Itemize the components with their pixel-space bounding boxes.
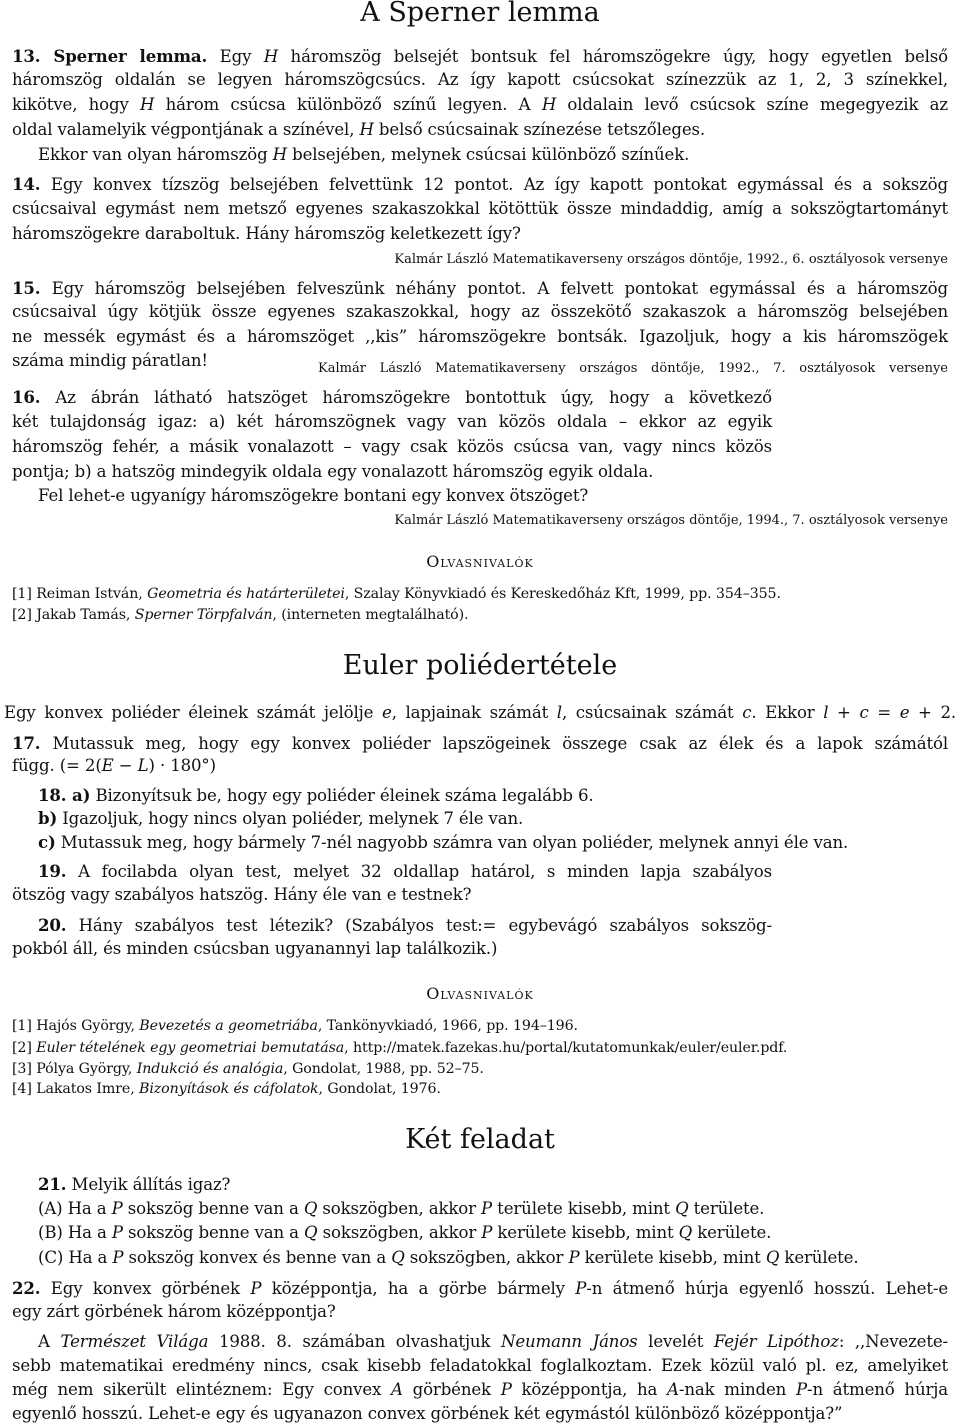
source-line: Kalmár László Matematikaverseny országos döntője, 1992., 7. osztályosok versenye [318, 361, 948, 376]
line-p18: b) Igazoljuk, hogy nincs olyan poliéder, melynek 7 éle van. [38, 808, 524, 828]
line-p18: c) Mutassuk meg, hogy bármely 7-nél nagyobb számra van olyan poliéder, melynek annyi éle van. [38, 832, 849, 852]
reference-item: [2] Jakab Tamás, Sperner Törpfalván, (interneten megtalálható). [12, 607, 469, 623]
reference-item: [1] Reiman István, Geometria és határterületei, Szalay Könyvkiadó és Kereskedőház Kft, 1999, pp. 354–355. [12, 586, 781, 602]
reference-item: [2] Euler tételének egy geometriai bemutatása, http://matek.fazekas.hu/portal/kutatomunkak/euler/euler.pdf. [12, 1040, 788, 1056]
line-euler: Egy konvex poliéder éleinek számát jelölje e, lapjainak számát l, csúcsainak számát c. Ekkor l + c = e + 2. [4, 703, 956, 722]
source-line: Kalmár László Matematikaverseny országos döntője, 1992., 6. osztályosok versenye [394, 252, 948, 267]
line-p16: háromszög fehér, a másik vonalazott – vagy csak közös csúcsa van, vagy nincs közös [12, 437, 772, 456]
line-p16: két tulajdonság igaz: a) két háromszögnek vagy van közös oldala – ekkor az egyik [12, 412, 772, 431]
line-p13: oldal valamelyik végpontjának a színével, H belső csúcsainak színezése tetszőleges. [12, 120, 706, 139]
line-p17: 17. Mutassuk meg, hogy egy konvex poliéder lapszögeinek összege csak az élek és a lapok számától [12, 733, 948, 753]
line-p15: ne messék egymást és a háromszöget ,,kis” háromszögekre bontsák. Igazoljuk, hogy a kis háromszögek [12, 327, 948, 346]
line-p13: háromszög oldalán se legyen háromszögcsúcs. Az így kapott csúcsokat színezzük az 1, 2, 3 színekkel, [12, 70, 948, 89]
line-neumann: A Természet Világa 1988. 8. számában olvashatjuk Neumann János levelét Fejér Lipóthoz: ,,Nevezete- [38, 1332, 948, 1351]
line-p20: pokból áll, és minden csúcsban ugyanannyi lap találkozik.) [12, 939, 498, 958]
reference-item: [3] Pólya György, Indukció és analógia, Gondolat, 1988, pp. 52–75. [12, 1061, 484, 1077]
title-ket-feladat: Két feladat [405, 1124, 555, 1155]
line-p14: 14. Egy konvex tízszög belsejében felvettünk 12 pontot. Az így kapott pontokat egymással és a sokszög [12, 174, 948, 194]
line-p14: háromszögekre daraboltuk. Hány háromszög keletkezett így? [12, 224, 521, 243]
source-line: Kalmár László Matematikaverseny országos döntője, 1994., 7. osztályosok versenye [394, 513, 948, 528]
reading-heading: Olvasnivalók [426, 984, 534, 1003]
line-p13: Ekkor van olyan háromszög H belsejében, melynek csúcsai különböző színűek. [38, 145, 690, 164]
line-p19: 19. A focilabda olyan test, melyet 32 oldallap határol, s minden lapja szabályos [38, 861, 772, 881]
line-p20: 20. Hány szabályos test létezik? (Szabályos test:= egybevágó szabályos sokszög- [38, 915, 772, 935]
reading-heading: Olvasnivalók [426, 552, 534, 571]
line-p15: 15. Egy háromszög belsejében felveszünk néhány pontot. A felvett pontokat egymással és a háromszög [12, 278, 948, 298]
reference-item: [1] Hajós György, Bevezetés a geometriába, Tankönyvkiadó, 1966, pp. 194–196. [12, 1018, 578, 1034]
line-p22: 22. Egy konvex görbének P középpontja, ha a görbe bármely P-n átmenő húrja egyenlő hosszú. Lehet-e [12, 1278, 948, 1298]
line-p13: 13. Sperner lemma. Egy H háromszög belsejét bontsuk fel háromszögekre úgy, hogy egyetlen belső [12, 46, 948, 66]
line-p22: egy zárt görbének három középpontja? [12, 1302, 336, 1321]
line-p18: 18. a) Bizonyítsuk be, hogy egy poliéder éleinek száma legalább 6. [38, 785, 594, 805]
line-p16: Fel lehet-e ugyanígy háromszögekre bontani egy konvex ötszöget? [38, 486, 589, 505]
line-neumann: még nem sikerült elintéznem: Egy convex A görbének P középpontja, ha A-nak minden P-n átmenő húrja [12, 1380, 949, 1399]
title-sperner: A Sperner lemma [360, 0, 600, 28]
line-p21: 21. Melyik állítás igaz? [38, 1174, 231, 1194]
line-p21: (C) Ha a P sokszög konvex és benne van a Q sokszögben, akkor P kerülete kisebb, mint Q kerülete. [38, 1248, 859, 1267]
line-neumann: egyenlő hosszú. Lehet-e egy és ugyanazon convex görbének két egymástól különböző középpontja?” [12, 1404, 843, 1423]
line-neumann: sebb matematikai eredmény nincs, csak kisebb feladatokkal foglalkoztam. Ezek közül való pl. ez, amelyiket [12, 1356, 948, 1375]
reference-item: [4] Lakatos Imre, Bizonyítások és cáfolatok, Gondolat, 1976. [12, 1081, 441, 1097]
line-p15: száma mindig páratlan! [12, 351, 208, 370]
line-p21: (A) Ha a P sokszög benne van a Q sokszögben, akkor P területe kisebb, mint Q területe. [38, 1199, 765, 1218]
line-p14: csúcsaival egymást nem metsző egyenes szakaszokkal kötöttük össze mindaddig, amíg a sokszögtartományt [12, 199, 948, 218]
line-p16: pontja; b) a hatszög mindegyik oldala egy vonalazott háromszög egyik oldala. [12, 462, 654, 481]
line-p21: (B) Ha a P sokszög benne van a Q sokszögben, akkor P kerülete kisebb, mint Q kerülete. [38, 1223, 772, 1242]
line-p19: ötszög vagy szabályos hatszög. Hány éle van e testnek? [12, 885, 472, 904]
line-p17: függ. (= 2(E − L) · 180°) [12, 756, 216, 775]
line-p15: csúcsaival úgy kötjük össze egyenes szakaszokkal, hogy az összekötő szakaszok a háromszög belsejében [12, 302, 948, 321]
line-p16: 16. Az ábrán látható hatszöget háromszögekre bontottuk úgy, hogy a következő [12, 387, 772, 407]
line-p13: kikötve, hogy H három csúcsa különböző színű legyen. A H oldalain levő csúcsok színe megegyezik az [12, 95, 948, 114]
title-euler: Euler poliédertétele [342, 650, 618, 681]
